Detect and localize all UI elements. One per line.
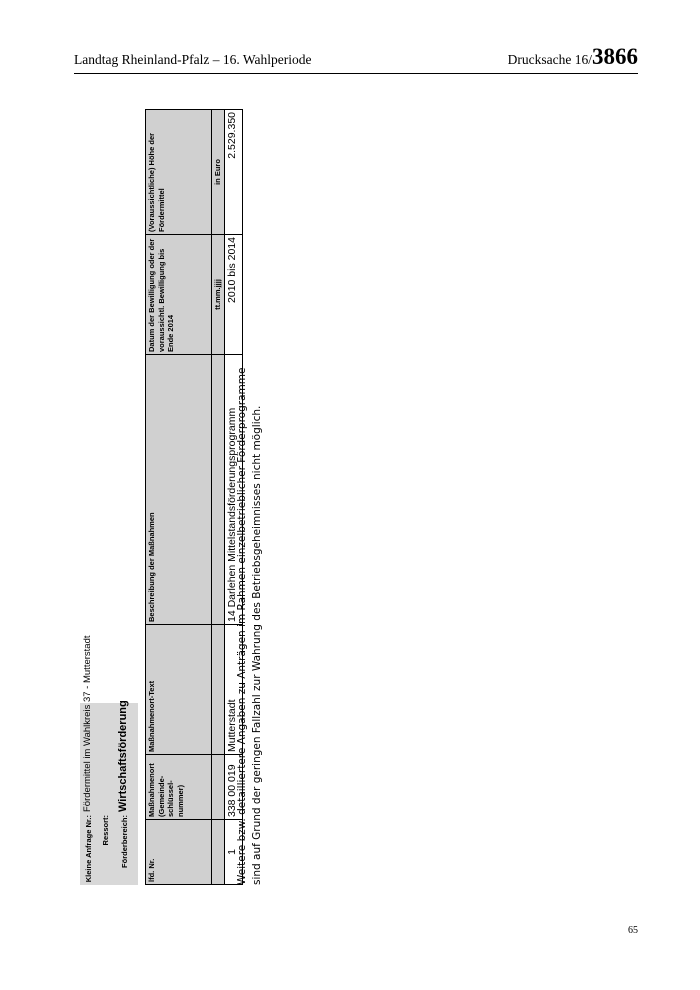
header-rule <box>74 73 638 74</box>
header-cell: lfd. Nr. <box>146 820 212 885</box>
cell-approval-date: 2010 bis 2014 <box>225 235 243 355</box>
document-number-prefix: Drucksache 16/ <box>507 52 592 67</box>
bereich-value: Wirtschaftsförderung <box>117 700 129 812</box>
footnote-line: sind auf Grund der geringen Fallzahl zur Wahrung des Betriebsgeheimnisses nicht möglich. <box>251 405 263 885</box>
unit-cell <box>212 755 225 820</box>
ressort-label: Ressort: <box>101 815 110 846</box>
header-cell: Maßnahmenort (Gemeinde-schlüssel-nummer) <box>146 755 212 820</box>
document-number-value: 3866 <box>592 44 638 69</box>
anfrage-label: Kleine Anfrage Nr.: <box>84 815 93 883</box>
unit-cell <box>212 625 225 755</box>
table-header-row <box>146 110 212 885</box>
header-cell: Datum der Bewilligung oder der voraussichtl. Bewilligung bis Ende 2014 <box>146 235 212 355</box>
footnote-line: Weitere bzw. detailliertere Angaben zu Anträgen im Rahmen einzelbetrieblicher Förderprogramme <box>236 367 248 885</box>
cell-description: 14 Darlehen Mittelstandsförderungsprogramm <box>225 355 243 625</box>
footnote <box>235 105 265 885</box>
cell-row-number: 1 <box>225 820 243 885</box>
cell-municipality-key: 338 00 019 <box>225 755 243 820</box>
page-number: 65 <box>628 925 638 936</box>
unit-cell <box>212 355 225 625</box>
cell-funding-amount: 2.529.350 <box>225 110 243 235</box>
document-number <box>508 44 638 70</box>
funding-table <box>145 109 243 885</box>
unit-cell: tt.mm.jjjj <box>212 235 225 355</box>
bereich-label: Förderbereich: <box>120 815 129 868</box>
table-unit-row <box>212 110 225 885</box>
header-cell: (Voraussichtliche) Höhe der Fördermittel <box>146 110 212 235</box>
unit-cell <box>212 820 225 885</box>
running-header-title: Landtag Rheinland-Pfalz – 16. Wahlperiode <box>74 52 312 67</box>
header-cell: Beschreibung der Maßnahmen <box>146 355 212 625</box>
rotated-table-page <box>80 105 280 885</box>
header-cell: Maßnahmenort-Text <box>146 625 212 755</box>
request-meta <box>80 545 140 885</box>
cell-location-text: Mutterstadt <box>225 625 243 755</box>
anfrage-value: Fördermittel im Wahlkreis 37 - Mutterstadt <box>82 635 93 812</box>
unit-cell: in Euro <box>212 110 225 235</box>
